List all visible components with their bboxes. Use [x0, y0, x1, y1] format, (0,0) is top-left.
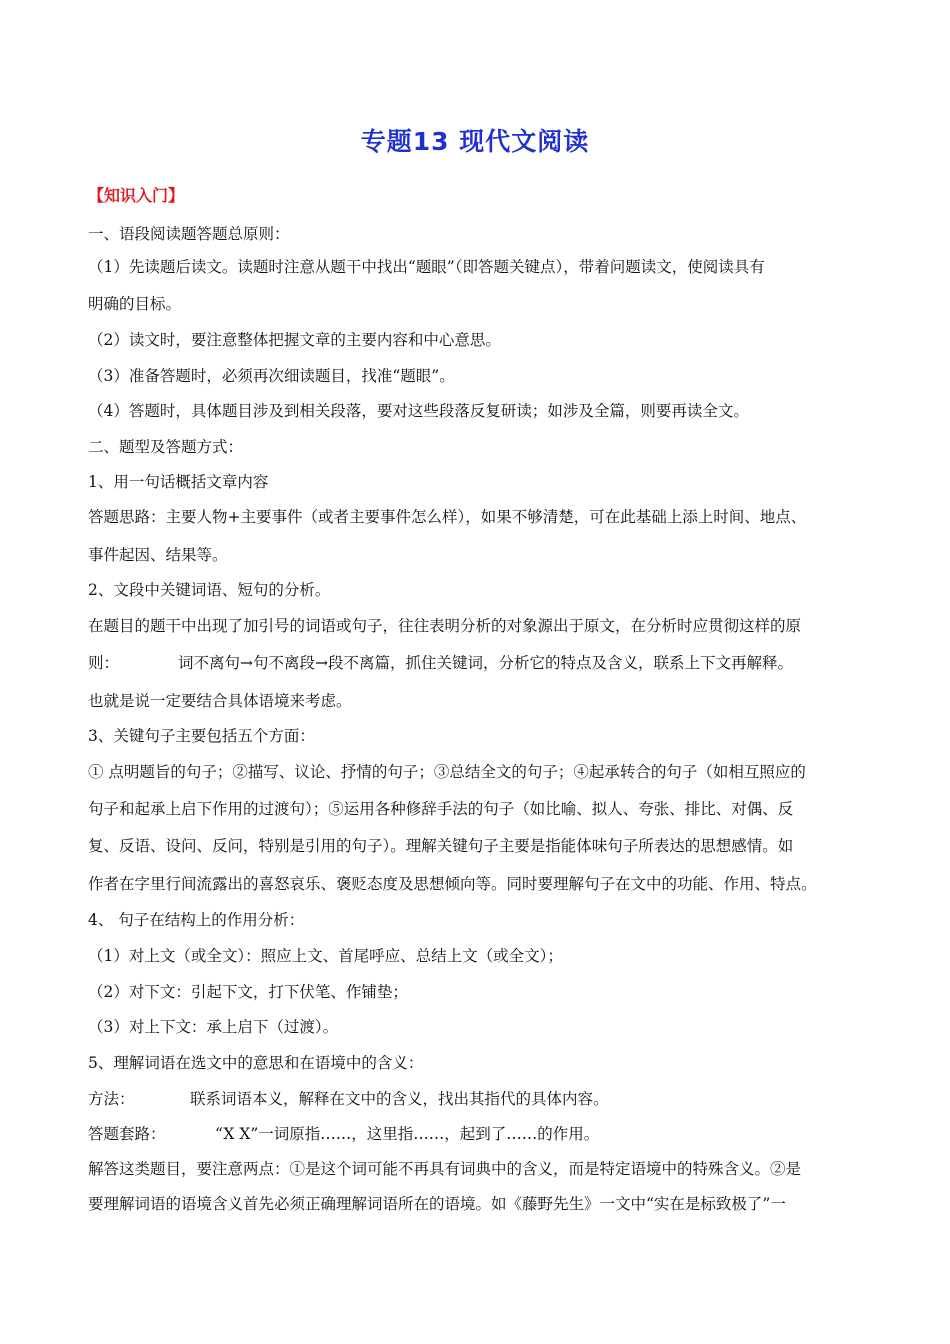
section-label-knowledge-intro: 【知识入门】 [88, 186, 185, 205]
paragraph-line: 方法： [88, 1090, 135, 1108]
paragraph-line: 4、 句子在结构上的作用分析： [88, 911, 305, 929]
paragraph-line: 句子和起承上启下作用的过渡句）；⑤运用各种修辞手法的句子（如比喻、拟人、夸张、排比、对偶、反 [88, 800, 794, 818]
paragraph-line: 5、理解词语在选文中的意思和在语境中的含义： [88, 1054, 424, 1072]
paragraph-line: 二、题型及答题方式： [88, 438, 244, 456]
paragraph-line: 答题套路： [88, 1125, 166, 1143]
paragraph-line: 明确的目标。 [88, 295, 182, 313]
paragraph-line: “X X”一词原指……，这里指……，起到了……的作用。 [215, 1125, 600, 1143]
paragraph-line: 复、反语、设问、反问，特别是引用的句子）。理解关键句子主要是指能体味句子所表达的思想感情。如 [88, 837, 794, 855]
paragraph-line: 事件起因、结果等。 [88, 546, 228, 564]
paragraph-line: （3）对上下文：承上启下（过渡）。 [88, 1018, 339, 1036]
paragraph-line: （2）读文时，要注意整体把握文章的主要内容和中心意思。 [88, 331, 501, 349]
paragraph-line: 联系词语本义，解释在文中的含义，找出其指代的具体内容。 [190, 1090, 609, 1108]
paragraph-line: 要理解词语的语境含义首先必须正确理解词语所在的语境。如《藤野先生》一文中“实在是标致极了”一 [88, 1195, 786, 1213]
paragraph-line: ① 点明题旨的句子；②描写、议论、抒情的句子；③总结全文的句子；④起承转合的句子（如相互照应的 [88, 763, 806, 781]
paragraph-line: 2、文段中关键词语、短句的分析。 [88, 581, 331, 599]
page-title: 专题13 现代文阅读 [360, 127, 590, 156]
paragraph-line: 3、关键句子主要包括五个方面： [88, 727, 315, 745]
paragraph-line: （4）答题时，具体题目涉及到相关段落，要对这些段落反复研读；如涉及全篇，则要再读全文。 [88, 402, 749, 420]
paragraph-line: 词不离句→句不离段→段不离篇，抓住关键词，分析它的特点及含义，联系上下文再解释。 [178, 654, 793, 672]
paragraph-line: （2）对下文：引起下文，打下伏笔、作铺垫； [88, 983, 408, 1001]
paragraph-line: 一、语段阅读题答题总原则： [88, 225, 290, 243]
paragraph-line: 答题思路：主要人物+主要事件（或者主要事件怎么样），如果不够清楚，可在此基础上添上时间、地点、 [88, 508, 807, 526]
paragraph-line: 解答这类题目，要注意两点：①是这个词可能不再具有词典中的含义，而是特定语境中的特殊含义。②是 [88, 1160, 802, 1178]
paragraph-line: 则： [88, 654, 120, 672]
paragraph-line: 也就是说一定要结合具体语境来考虑。 [88, 692, 352, 710]
paragraph-line: 在题目的题干中出现了加引号的词语或句子，往往表明分析的对象源出于原文，在分析时应贯彻这样的原 [88, 617, 802, 635]
paragraph-line: （1）先读题后读文。读题时注意从题干中找出“题眼”（即答题关键点），带着问题读文，使阅读具有 [88, 258, 765, 276]
paragraph-line: （3）准备答题时，必须再次细读题目，找准“题眼”。 [88, 367, 455, 385]
paragraph-line: 1、用一句话概括文章内容 [88, 473, 269, 491]
paragraph-line: （1）对上文（或全文）：照应上文、首尾呼应、总结上文（或全文）； [88, 947, 563, 965]
paragraph-line: 作者在字里行间流露出的喜怒哀乐、褒贬态度及思想倾向等。同时要理解句子在文中的功能、作用、特点。 [88, 875, 817, 893]
